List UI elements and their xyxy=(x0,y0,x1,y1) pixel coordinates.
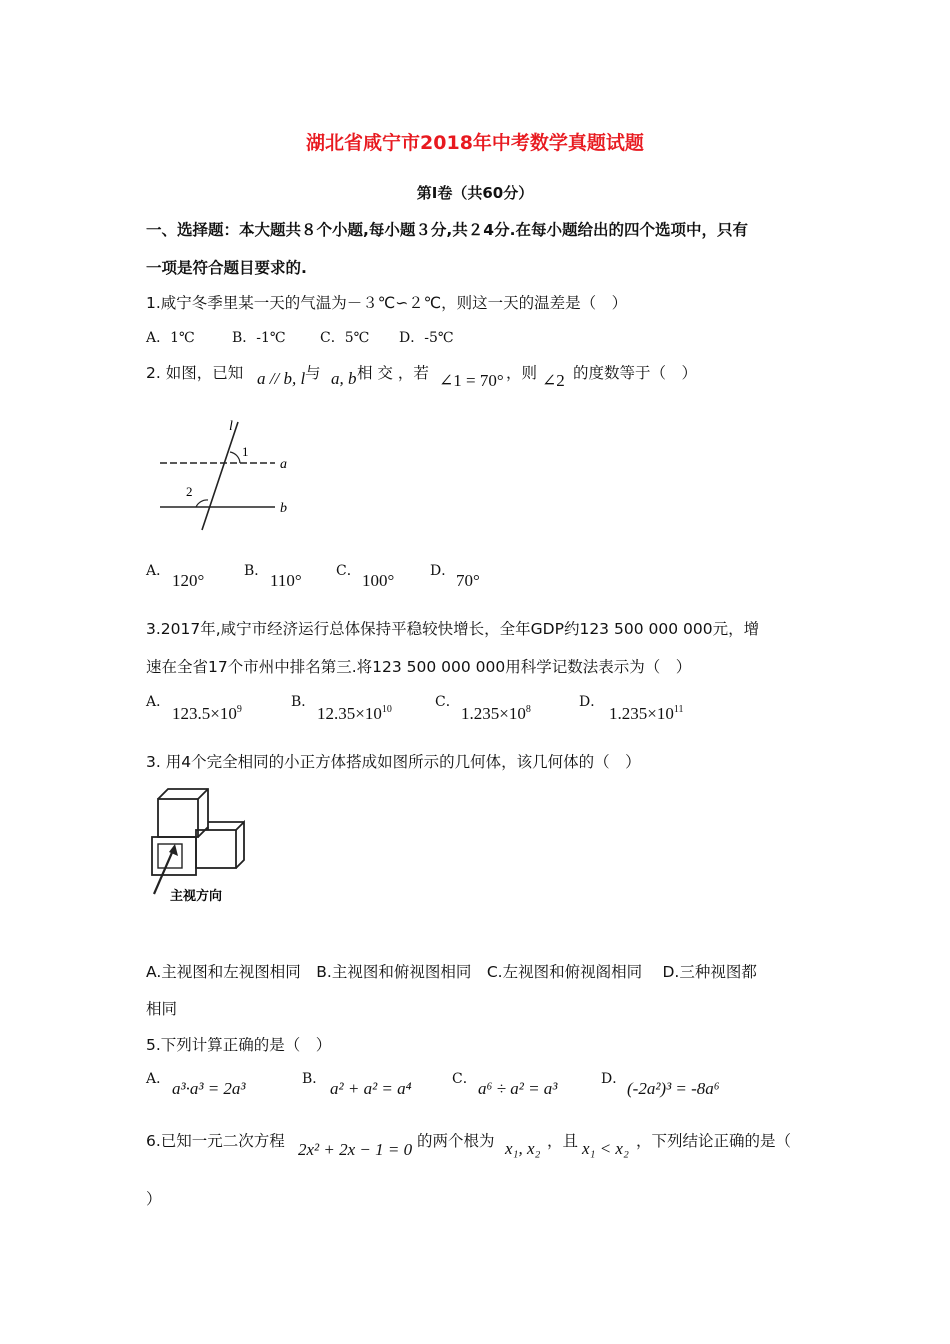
page-title: 湖北省咸宁市2018年中考数学真题试题 xyxy=(306,132,644,154)
label-a: a xyxy=(280,457,287,472)
q5-option-d-letter: D． xyxy=(601,1071,627,1087)
label-angle-2: 2 xyxy=(186,484,193,499)
view-direction-label: 主视方向 xyxy=(170,889,223,904)
q1-option-c: C．5℃ xyxy=(320,330,370,346)
q3-option-c-letter: C． xyxy=(435,694,460,710)
q5-option-a-letter: A． xyxy=(146,1071,171,1087)
q2-math-ab: a, b xyxy=(331,369,357,388)
q2-text-2: 相 交 ，若 xyxy=(357,364,429,382)
q3-option-a-letter: A． xyxy=(146,694,171,710)
q4-options-continued: 相同 xyxy=(146,1000,178,1018)
q4-stem: 3. 用4个完全相同的小正方体搭成如图所示的几何体，该几何体的（ ） xyxy=(146,753,641,771)
q2-math-parallel: a // b, l xyxy=(257,369,306,388)
q2-math-angle1: ∠1 = 70° xyxy=(439,371,504,390)
q4-cubes-figure xyxy=(148,786,258,908)
q2-option-c-value: 100° xyxy=(362,571,395,590)
q2-option-d-value: 70° xyxy=(456,571,480,590)
q2-option-b-letter: B． xyxy=(244,563,269,579)
angle-1-arc xyxy=(230,452,240,463)
q2-text-4: 的度数等于（ ） xyxy=(573,364,698,382)
q2-parallel-lines-figure xyxy=(150,412,310,542)
q2-option-d-letter: D． xyxy=(430,563,456,579)
q3-stem-line1: 3.2017年,咸宁市经济运行总体保持平稳较快增长，全年GDP约123 500 000 000元，增 xyxy=(146,620,760,638)
q1-option-b: B．-1℃ xyxy=(232,330,286,346)
q1-stem: 1.咸宁冬季里某一天的气温为－３℃∽２℃，则这一天的温差是（ ） xyxy=(146,294,628,312)
q5-stem: 5.下列计算正确的是（ ） xyxy=(146,1036,332,1054)
q5-option-c-letter: C． xyxy=(452,1071,477,1087)
q2-option-a-letter: A． xyxy=(146,563,171,579)
q1-option-a: A．1℃ xyxy=(146,330,195,346)
q5-option-b: a² + a² = a⁴ xyxy=(330,1079,412,1098)
q3-stem-line2: 速在全省17个市州中排名第三.将123 500 000 000用科学记数法表示为（ ） xyxy=(146,658,692,676)
q2-text-1: 与 xyxy=(305,364,321,382)
q4-options: A.主视图和左视图相同 B.主视图和俯视图相同 C.左视图和俯视阁相同 D.三种视图都 xyxy=(146,963,757,981)
q2-math-angle2: ∠2 xyxy=(542,371,565,390)
q3-option-d: $1.235\times 10^{11}$ xyxy=(609,704,684,723)
q6-prefix: 6.已知一元二次方程 xyxy=(146,1132,285,1150)
q6-close-paren: ） xyxy=(146,1190,162,1208)
q3-option-b: $12.35\times 10^{10}$ xyxy=(317,704,392,723)
q6-text-3: ，下列结论正确的是（ xyxy=(636,1132,792,1150)
q6-equation: 2x² + 2x − 1 = 0 xyxy=(298,1140,413,1159)
q6-text-2: ，且 xyxy=(547,1132,579,1150)
q2-prefix: 2. 如图，已知 xyxy=(146,364,244,382)
angle-2-arc xyxy=(196,500,208,507)
label-b: b xyxy=(280,501,287,516)
q2-option-b-value: 110° xyxy=(270,571,302,590)
q5-option-a: a³·a³ = 2a³ xyxy=(172,1079,246,1098)
q2-option-a-value: 120° xyxy=(172,571,205,590)
q2-text-3: ，则 xyxy=(506,364,538,382)
q5-option-c: a⁶ ÷ a² = a³ xyxy=(478,1079,558,1098)
q3-option-c: $1.235\times 10^8$ xyxy=(461,704,531,723)
q6-text-1: 的两个根为 xyxy=(417,1132,495,1150)
q3-option-a: $123.5\times 10^9$ xyxy=(172,704,242,723)
q6-condition: x₁ < x₂ xyxy=(582,1139,629,1158)
q5-option-b-letter: B． xyxy=(302,1071,327,1087)
q3-option-d-letter: D． xyxy=(579,694,605,710)
label-angle-1: 1 xyxy=(242,444,249,459)
line-l xyxy=(202,422,238,530)
label-l: l xyxy=(229,419,233,434)
q2-option-c-letter: C． xyxy=(336,563,361,579)
q5-option-d: (-2a²)³ = -8a⁶ xyxy=(627,1079,720,1098)
section-heading-line2: 一项是符合题目要求的. xyxy=(146,259,307,277)
q3-option-b-letter: B． xyxy=(291,694,316,710)
q6-roots: x₁, x₂ xyxy=(505,1139,541,1158)
section-heading-line1: 一、选择题：本大题共８个小题,每小题３分,共２4分.在每小题给出的四个选项中，只有 xyxy=(146,221,748,239)
q1-option-d: D．-5℃ xyxy=(399,330,454,346)
volume-heading: 第Ⅰ卷（共60分） xyxy=(416,184,534,202)
